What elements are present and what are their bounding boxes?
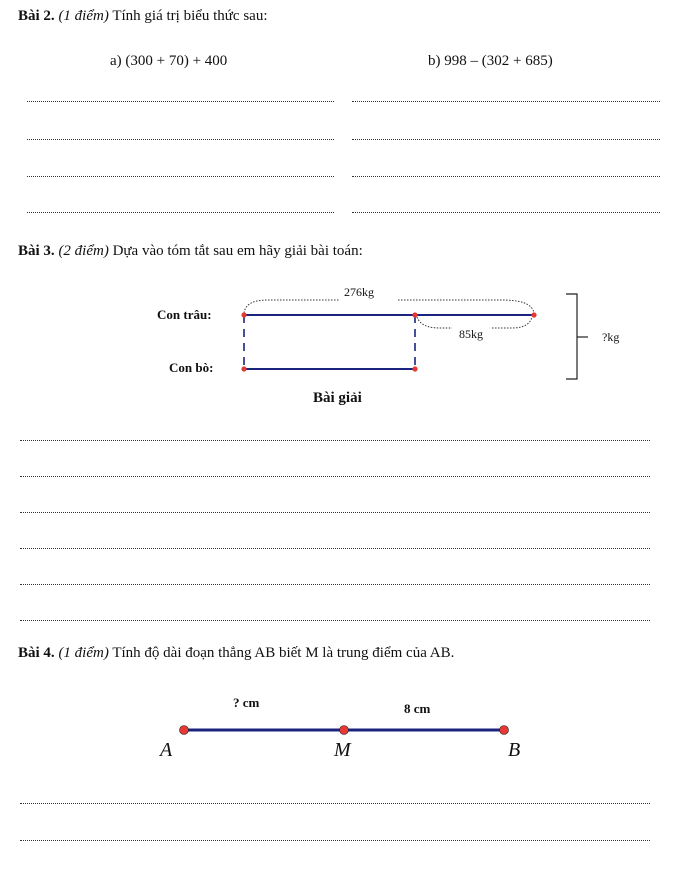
answer-line[interactable]: [20, 840, 650, 841]
answer-line[interactable]: [20, 620, 650, 621]
answer-line[interactable]: [20, 476, 650, 477]
extra-brace-right: [492, 317, 532, 328]
answer-line[interactable]: [20, 548, 650, 549]
value-extra-label: 85kg: [459, 327, 483, 341]
extra-brace-left: [417, 317, 452, 328]
bai2-prompt: Tính giá trị biểu thức sau:: [112, 8, 268, 24]
label-cow: Con bò:: [169, 360, 214, 375]
bai4-question: [18, 645, 454, 662]
point-b-label: B: [508, 739, 521, 761]
point: [412, 366, 417, 371]
bai2-number: Bài 2.: [18, 8, 55, 24]
bai2-expression-b: b) 998 – (302 + 685): [428, 53, 553, 69]
point: [500, 726, 509, 735]
point: [340, 726, 349, 735]
answer-line[interactable]: [27, 176, 334, 177]
answer-line[interactable]: [20, 803, 650, 804]
answer-line[interactable]: [27, 212, 334, 213]
bai2-points: (1 điểm): [58, 8, 109, 24]
top-brace-left: [244, 300, 340, 313]
answer-line[interactable]: [20, 440, 650, 441]
bai3-number: Bài 3.: [18, 243, 55, 259]
answer-line[interactable]: [352, 139, 660, 140]
answer-line[interactable]: [20, 512, 650, 513]
point: [412, 312, 417, 317]
answer-line[interactable]: [27, 139, 334, 140]
bai2-expression-a: a) (300 + 70) + 400: [110, 53, 228, 69]
bai4-number: Bài 4.: [18, 645, 55, 661]
bai3-points: (2 điểm): [58, 243, 109, 259]
answer-line[interactable]: [352, 176, 660, 177]
segment-mb-label: 8 cm: [404, 701, 431, 716]
bai3-prompt: Dựa vào tóm tắt sau em hãy giải bài toán:: [112, 243, 363, 259]
bai3-question: [18, 243, 363, 260]
answer-line[interactable]: [27, 101, 334, 102]
point: [241, 312, 246, 317]
label-buffalo: Con trâu:: [157, 307, 212, 322]
answer-line[interactable]: [20, 584, 650, 585]
solution-heading: Bài giải: [313, 390, 362, 406]
point-m-label: M: [334, 739, 351, 761]
bai4-prompt: Tính độ dài đoạn thẳng AB biết M là trung điểm của AB.: [112, 645, 455, 661]
total-bracket: [566, 294, 577, 379]
value-top-label: 276kg: [344, 285, 374, 299]
point-a-label: A: [160, 739, 173, 761]
value-total-label: ?kg: [602, 330, 620, 344]
point: [531, 312, 536, 317]
point: [180, 726, 189, 735]
segment-am-label: ? cm: [233, 695, 260, 710]
top-brace-right: [398, 300, 534, 313]
bai2-question: [18, 8, 268, 25]
answer-line[interactable]: [352, 212, 660, 213]
point: [241, 366, 246, 371]
answer-line[interactable]: [352, 101, 660, 102]
bai4-points: (1 điểm): [58, 645, 109, 661]
